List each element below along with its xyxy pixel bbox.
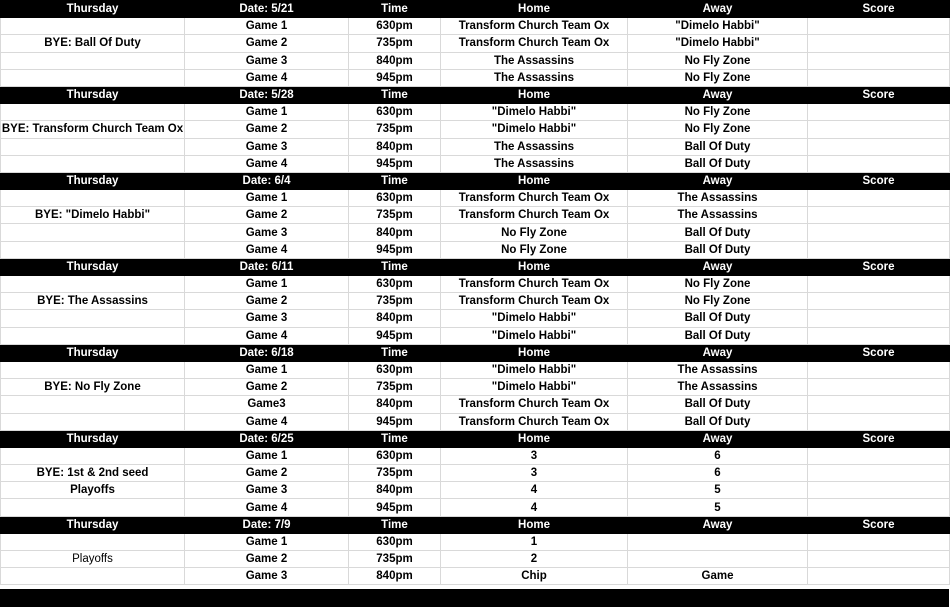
away-team-cell[interactable]: Ball Of Duty: [628, 155, 808, 172]
score-cell[interactable]: [808, 207, 950, 224]
away-team-cell[interactable]: No Fly Zone: [628, 276, 808, 293]
header-date-cell[interactable]: Date: 6/25: [185, 430, 349, 447]
game-row: [1, 568, 950, 585]
game-row: [1, 551, 950, 568]
score-cell[interactable]: [808, 361, 950, 378]
header-day-cell[interactable]: Thursday: [1, 86, 185, 103]
time-cell[interactable]: 840pm: [349, 52, 441, 69]
home-team-cell[interactable]: Transform Church Team Ox: [441, 190, 628, 207]
game-row: [1, 138, 950, 155]
game-row: [1, 379, 950, 396]
header-home-cell[interactable]: Home: [441, 516, 628, 533]
away-team-cell[interactable]: [628, 533, 808, 550]
away-team-cell[interactable]: [628, 551, 808, 568]
game-row: [1, 465, 950, 482]
home-team-cell[interactable]: 3: [441, 447, 628, 464]
header-time-cell[interactable]: Time: [349, 258, 441, 275]
header-date-cell[interactable]: Date: 6/18: [185, 344, 349, 361]
score-cell[interactable]: [808, 447, 950, 464]
score-cell[interactable]: [808, 568, 950, 585]
time-cell[interactable]: 735pm: [349, 207, 441, 224]
header-score-cell[interactable]: Score: [808, 172, 950, 189]
header-home-cell[interactable]: Home: [441, 344, 628, 361]
away-team-cell[interactable]: 6: [628, 465, 808, 482]
game-row: [1, 327, 950, 344]
header-day-cell[interactable]: Thursday: [1, 258, 185, 275]
away-team-cell[interactable]: No Fly Zone: [628, 69, 808, 86]
score-cell[interactable]: [808, 104, 950, 121]
game-row: [1, 224, 950, 241]
game-cell[interactable]: Game 4: [185, 327, 349, 344]
week-header-row: [1, 430, 950, 447]
header-date-cell[interactable]: Date: 6/11: [185, 258, 349, 275]
game-row: [1, 104, 950, 121]
home-team-cell[interactable]: "Dimelo Habbi": [441, 327, 628, 344]
game-cell[interactable]: Game 4: [185, 241, 349, 258]
header-time-cell[interactable]: Time: [349, 516, 441, 533]
game-cell[interactable]: Game 1: [185, 361, 349, 378]
game-cell[interactable]: Game3: [185, 396, 349, 413]
game-row: [1, 190, 950, 207]
away-team-cell[interactable]: Ball Of Duty: [628, 310, 808, 327]
empty-cell[interactable]: [1, 104, 185, 121]
time-cell[interactable]: 630pm: [349, 276, 441, 293]
game-cell[interactable]: Game 3: [185, 482, 349, 499]
home-team-cell[interactable]: The Assassins: [441, 52, 628, 69]
away-team-cell[interactable]: No Fly Zone: [628, 52, 808, 69]
score-cell[interactable]: [808, 379, 950, 396]
game-cell[interactable]: Game 3: [185, 568, 349, 585]
time-cell[interactable]: 735pm: [349, 35, 441, 52]
time-cell[interactable]: 945pm: [349, 499, 441, 516]
time-cell[interactable]: 735pm: [349, 465, 441, 482]
game-row: [1, 293, 950, 310]
game-cell[interactable]: Game 3: [185, 310, 349, 327]
header-date-cell[interactable]: Date: 5/21: [185, 1, 349, 18]
game-cell[interactable]: Game 3: [185, 224, 349, 241]
score-cell[interactable]: [808, 499, 950, 516]
away-team-cell[interactable]: Game: [628, 568, 808, 585]
home-team-cell[interactable]: 4: [441, 482, 628, 499]
game-cell[interactable]: Game 2: [185, 379, 349, 396]
game-row: [1, 413, 950, 430]
time-cell[interactable]: 945pm: [349, 413, 441, 430]
time-cell[interactable]: 945pm: [349, 327, 441, 344]
away-team-cell[interactable]: Ball Of Duty: [628, 138, 808, 155]
away-team-cell[interactable]: No Fly Zone: [628, 121, 808, 138]
bye-cell[interactable]: BYE: Transform Church Team Ox: [1, 121, 185, 138]
home-team-cell[interactable]: Transform Church Team Ox: [441, 207, 628, 224]
time-cell[interactable]: 840pm: [349, 224, 441, 241]
empty-cell[interactable]: [1, 310, 185, 327]
header-time-cell[interactable]: Time: [349, 344, 441, 361]
header-away-cell[interactable]: Away: [628, 344, 808, 361]
header-date-cell[interactable]: Date: 7/9: [185, 516, 349, 533]
empty-cell[interactable]: [1, 396, 185, 413]
header-time-cell[interactable]: Time: [349, 430, 441, 447]
empty-cell[interactable]: [1, 224, 185, 241]
empty-cell[interactable]: [1, 499, 185, 516]
time-cell[interactable]: 945pm: [349, 241, 441, 258]
home-team-cell[interactable]: "Dimelo Habbi": [441, 121, 628, 138]
game-cell[interactable]: Game 1: [185, 447, 349, 464]
bye-cell[interactable]: BYE: 1st & 2nd seed: [1, 465, 185, 482]
bye-cell[interactable]: Playoffs: [1, 551, 185, 568]
home-team-cell[interactable]: 1: [441, 533, 628, 550]
home-team-cell[interactable]: Transform Church Team Ox: [441, 276, 628, 293]
game-cell[interactable]: Game 3: [185, 52, 349, 69]
game-row: [1, 121, 950, 138]
header-score-cell[interactable]: Score: [808, 258, 950, 275]
header-home-cell[interactable]: Home: [441, 172, 628, 189]
score-cell[interactable]: [808, 551, 950, 568]
time-cell[interactable]: 630pm: [349, 104, 441, 121]
game-cell[interactable]: Game 4: [185, 69, 349, 86]
header-home-cell[interactable]: Home: [441, 86, 628, 103]
bye-cell[interactable]: BYE: No Fly Zone: [1, 379, 185, 396]
header-away-cell[interactable]: Away: [628, 430, 808, 447]
bye-cell[interactable]: BYE: "Dimelo Habbi": [1, 207, 185, 224]
empty-cell[interactable]: [1, 18, 185, 35]
home-team-cell[interactable]: "Dimelo Habbi": [441, 361, 628, 378]
empty-cell[interactable]: [1, 568, 185, 585]
score-cell[interactable]: [808, 18, 950, 35]
game-cell[interactable]: Game 2: [185, 293, 349, 310]
time-cell[interactable]: 840pm: [349, 482, 441, 499]
header-home-cell[interactable]: Home: [441, 430, 628, 447]
away-team-cell[interactable]: 5: [628, 499, 808, 516]
header-score-cell[interactable]: Score: [808, 86, 950, 103]
game-row: [1, 310, 950, 327]
away-team-cell[interactable]: 5: [628, 482, 808, 499]
time-cell[interactable]: 630pm: [349, 533, 441, 550]
game-row: [1, 499, 950, 516]
away-team-cell[interactable]: Ball Of Duty: [628, 396, 808, 413]
empty-cell[interactable]: [1, 413, 185, 430]
header-away-cell[interactable]: Away: [628, 1, 808, 18]
empty-cell[interactable]: [1, 276, 185, 293]
away-team-cell[interactable]: The Assassins: [628, 379, 808, 396]
time-cell[interactable]: 840pm: [349, 568, 441, 585]
time-cell[interactable]: 735pm: [349, 293, 441, 310]
home-team-cell[interactable]: 4: [441, 499, 628, 516]
away-team-cell[interactable]: 6: [628, 447, 808, 464]
away-team-cell[interactable]: Ball Of Duty: [628, 224, 808, 241]
schedule-body: [1, 1, 950, 585]
away-team-cell[interactable]: The Assassins: [628, 190, 808, 207]
time-cell[interactable]: 630pm: [349, 447, 441, 464]
home-team-cell[interactable]: Transform Church Team Ox: [441, 396, 628, 413]
footer-bar: [0, 589, 949, 607]
empty-cell[interactable]: [1, 190, 185, 207]
score-cell[interactable]: [808, 190, 950, 207]
game-row: [1, 241, 950, 258]
empty-cell[interactable]: [1, 327, 185, 344]
empty-cell[interactable]: [1, 138, 185, 155]
score-cell[interactable]: [808, 35, 950, 52]
time-cell[interactable]: 840pm: [349, 396, 441, 413]
game-row: [1, 52, 950, 69]
away-team-cell[interactable]: The Assassins: [628, 207, 808, 224]
header-home-cell[interactable]: Home: [441, 1, 628, 18]
week-header-row: [1, 172, 950, 189]
game-cell[interactable]: Game 2: [185, 35, 349, 52]
game-row: [1, 35, 950, 52]
empty-cell[interactable]: [1, 533, 185, 550]
time-cell[interactable]: 945pm: [349, 155, 441, 172]
away-team-cell[interactable]: Ball Of Duty: [628, 241, 808, 258]
home-team-cell[interactable]: Chip: [441, 568, 628, 585]
game-cell[interactable]: Game 4: [185, 499, 349, 516]
game-cell[interactable]: Game 4: [185, 413, 349, 430]
time-cell[interactable]: 630pm: [349, 190, 441, 207]
score-cell[interactable]: [808, 482, 950, 499]
header-time-cell[interactable]: Time: [349, 86, 441, 103]
game-cell[interactable]: Game 1: [185, 18, 349, 35]
score-cell[interactable]: [808, 533, 950, 550]
score-cell[interactable]: [808, 310, 950, 327]
bye-cell[interactable]: BYE: The Assassins: [1, 293, 185, 310]
header-date-cell[interactable]: Date: 6/4: [185, 172, 349, 189]
away-team-cell[interactable]: No Fly Zone: [628, 104, 808, 121]
header-away-cell[interactable]: Away: [628, 172, 808, 189]
score-cell[interactable]: [808, 465, 950, 482]
score-cell[interactable]: [808, 396, 950, 413]
away-team-cell[interactable]: Ball Of Duty: [628, 413, 808, 430]
header-time-cell[interactable]: Time: [349, 1, 441, 18]
home-team-cell[interactable]: Transform Church Team Ox: [441, 293, 628, 310]
game-cell[interactable]: Game 1: [185, 533, 349, 550]
score-cell[interactable]: [808, 327, 950, 344]
header-score-cell[interactable]: Score: [808, 516, 950, 533]
header-day-cell[interactable]: Thursday: [1, 172, 185, 189]
game-row: [1, 447, 950, 464]
header-score-cell[interactable]: Score: [808, 430, 950, 447]
game-row: [1, 69, 950, 86]
score-cell[interactable]: [808, 413, 950, 430]
home-team-cell[interactable]: No Fly Zone: [441, 241, 628, 258]
empty-cell[interactable]: [1, 155, 185, 172]
game-row: [1, 18, 950, 35]
home-team-cell[interactable]: Transform Church Team Ox: [441, 35, 628, 52]
home-team-cell[interactable]: No Fly Zone: [441, 224, 628, 241]
week-header-row: [1, 344, 950, 361]
game-row: [1, 396, 950, 413]
home-team-cell[interactable]: The Assassins: [441, 138, 628, 155]
game-cell[interactable]: Game 1: [185, 276, 349, 293]
empty-cell[interactable]: [1, 447, 185, 464]
game-cell[interactable]: Game 2: [185, 465, 349, 482]
empty-cell[interactable]: [1, 69, 185, 86]
header-away-cell[interactable]: Away: [628, 516, 808, 533]
score-cell[interactable]: [808, 293, 950, 310]
game-row: [1, 155, 950, 172]
empty-cell[interactable]: [1, 361, 185, 378]
home-team-cell[interactable]: The Assassins: [441, 155, 628, 172]
game-cell[interactable]: Game 2: [185, 207, 349, 224]
game-cell[interactable]: Game 3: [185, 138, 349, 155]
bye-cell[interactable]: Playoffs: [1, 482, 185, 499]
game-row: [1, 207, 950, 224]
header-score-cell[interactable]: Score: [808, 344, 950, 361]
score-cell[interactable]: [808, 155, 950, 172]
game-cell[interactable]: Game 2: [185, 551, 349, 568]
away-team-cell[interactable]: "Dimelo Habbi": [628, 18, 808, 35]
home-team-cell[interactable]: 2: [441, 551, 628, 568]
away-team-cell[interactable]: The Assassins: [628, 361, 808, 378]
game-row: [1, 276, 950, 293]
week-header-row: [1, 1, 950, 18]
home-team-cell[interactable]: The Assassins: [441, 69, 628, 86]
home-team-cell[interactable]: Transform Church Team Ox: [441, 18, 628, 35]
header-score-cell[interactable]: Score: [808, 1, 950, 18]
time-cell[interactable]: 945pm: [349, 69, 441, 86]
header-day-cell[interactable]: Thursday: [1, 1, 185, 18]
home-team-cell[interactable]: 3: [441, 465, 628, 482]
home-team-cell[interactable]: Transform Church Team Ox: [441, 413, 628, 430]
week-header-row: [1, 258, 950, 275]
score-cell[interactable]: [808, 241, 950, 258]
score-cell[interactable]: [808, 138, 950, 155]
header-away-cell[interactable]: Away: [628, 86, 808, 103]
bye-cell[interactable]: BYE: Ball Of Duty: [1, 35, 185, 52]
time-cell[interactable]: 630pm: [349, 18, 441, 35]
home-team-cell[interactable]: "Dimelo Habbi": [441, 104, 628, 121]
score-cell[interactable]: [808, 69, 950, 86]
away-team-cell[interactable]: No Fly Zone: [628, 293, 808, 310]
header-home-cell[interactable]: Home: [441, 258, 628, 275]
game-cell[interactable]: Game 4: [185, 155, 349, 172]
game-row: [1, 533, 950, 550]
score-cell[interactable]: [808, 224, 950, 241]
week-header-row: [1, 86, 950, 103]
time-cell[interactable]: 840pm: [349, 138, 441, 155]
score-cell[interactable]: [808, 52, 950, 69]
away-team-cell[interactable]: Ball Of Duty: [628, 327, 808, 344]
time-cell[interactable]: 630pm: [349, 361, 441, 378]
time-cell[interactable]: 735pm: [349, 551, 441, 568]
time-cell[interactable]: 840pm: [349, 310, 441, 327]
time-cell[interactable]: 735pm: [349, 379, 441, 396]
game-cell[interactable]: Game 1: [185, 104, 349, 121]
game-row: [1, 482, 950, 499]
game-cell[interactable]: Game 1: [185, 190, 349, 207]
header-away-cell[interactable]: Away: [628, 258, 808, 275]
home-team-cell[interactable]: "Dimelo Habbi": [441, 310, 628, 327]
week-header-row: [1, 516, 950, 533]
header-time-cell[interactable]: Time: [349, 172, 441, 189]
score-cell[interactable]: [808, 121, 950, 138]
home-team-cell[interactable]: "Dimelo Habbi": [441, 379, 628, 396]
header-day-cell[interactable]: Thursday: [1, 430, 185, 447]
time-cell[interactable]: 735pm: [349, 121, 441, 138]
game-cell[interactable]: Game 2: [185, 121, 349, 138]
score-cell[interactable]: [808, 276, 950, 293]
header-day-cell[interactable]: Thursday: [1, 516, 185, 533]
empty-cell[interactable]: [1, 241, 185, 258]
game-row: [1, 361, 950, 378]
header-date-cell[interactable]: Date: 5/28: [185, 86, 349, 103]
header-day-cell[interactable]: Thursday: [1, 344, 185, 361]
away-team-cell[interactable]: "Dimelo Habbi": [628, 35, 808, 52]
empty-cell[interactable]: [1, 52, 185, 69]
